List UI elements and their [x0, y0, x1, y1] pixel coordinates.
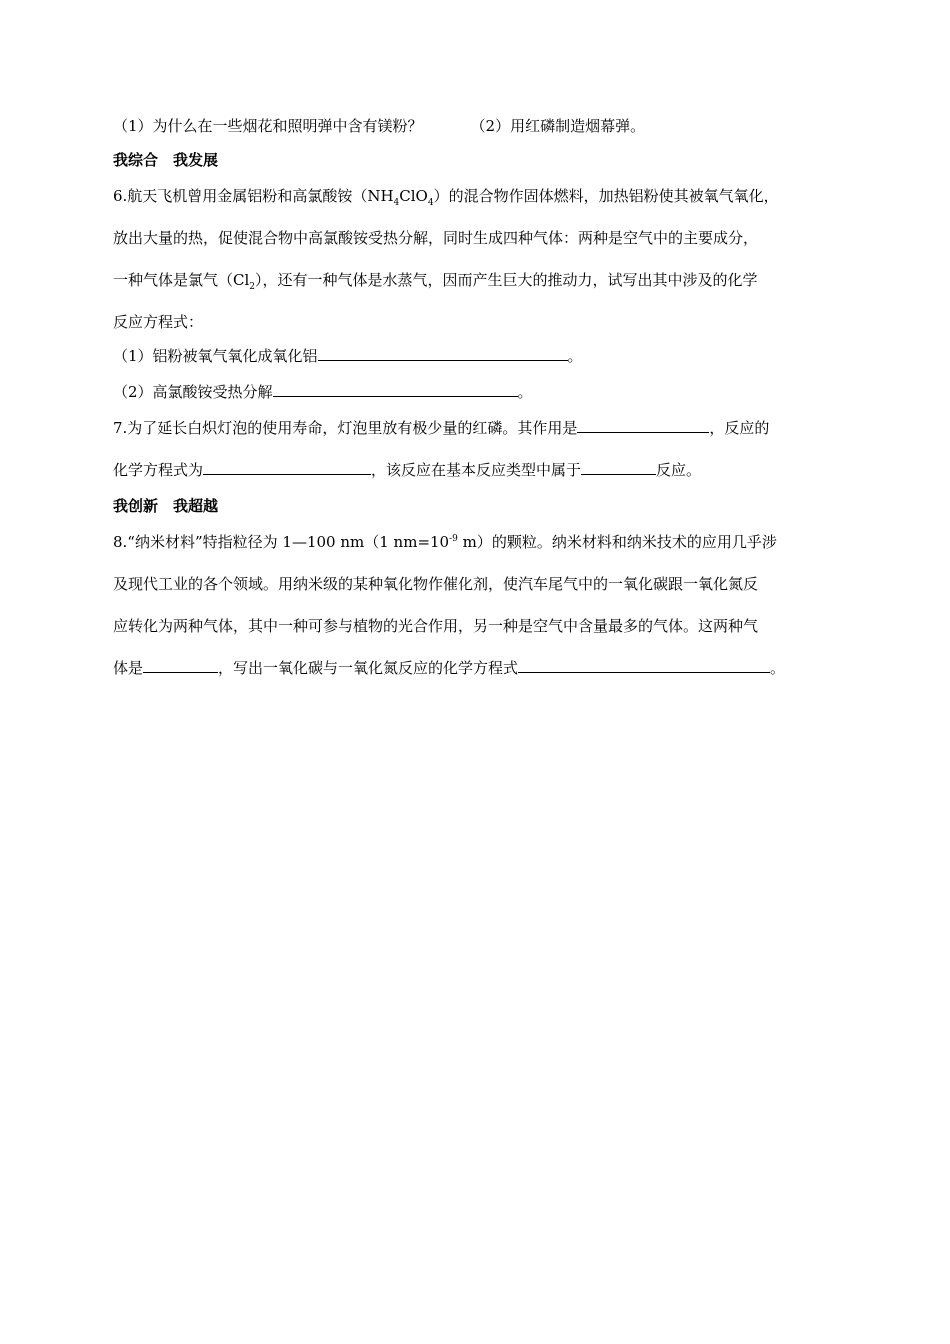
q6-line-3: 一种气体是氯气$(Cl_2)$，还有一种气体是水蒸气，因而产生巨大的推动力，试写出其中涉及的化学	[113, 271, 758, 292]
q5-parts-line	[113, 116, 645, 136]
q8-line-1: 8.“纳米材料”特指粒径为 1—100 nm（1 $nm=10^{-9}$ m）的颗粒。纳米材料和纳米技术的应用几乎涉	[113, 533, 777, 551]
section-heading-innovation: 我创新 我超越	[113, 497, 219, 515]
answer-blank-q7-function[interactable]	[577, 418, 709, 433]
q6-sub-1: （1）铝粉被氧气氧化成氧化铝 。	[113, 347, 583, 365]
q6-sub-2: （2）高氯酸铵受热分解 。	[113, 383, 533, 401]
section-heading-synthesis: 我综合 我发展	[113, 151, 219, 169]
q8-line-2: 及现代工业的各个领域。用纳米级的某种氧化物作催化剂，使汽车尾气中的一氧化碳跟一氧化氮反	[113, 575, 759, 593]
q6-line-4: 反应方程式：	[113, 313, 204, 331]
q5-part-2: （2）用红磷制造烟幕弹。	[470, 117, 646, 135]
answer-blank-q6-2[interactable]	[273, 382, 518, 397]
answer-blank-q8-gases[interactable]	[143, 658, 218, 673]
q6-line-1: 6.航天飞机曾用金属铝粉和高氯酸铵$(NH_4ClO_4)$的混合物作固体燃料，加热铝粉使其被氧气氧化，	[113, 187, 779, 208]
q7-line-1: 7.为了延长白炽灯泡的使用寿命，灯泡里放有极少量的红磷。其作用是 ，反应的	[113, 419, 770, 437]
answer-blank-q7-equation[interactable]	[203, 460, 371, 475]
answer-blank-q6-1[interactable]	[318, 346, 568, 361]
q6-line-2: 放出大量的热，促使混合物中高氯酸铵受热分解，同时生成四种气体：两种是空气中的主要成分，	[113, 229, 759, 247]
q5-part-1: （1）为什么在一些烟花和照明弹中含有镁粉？	[113, 117, 423, 135]
q8-line-4: 体是 ，写出一氧化碳与一氧化氮反应的化学方程式 。	[113, 659, 786, 677]
q7-line-2: 化学方程式为 ，该反应在基本反应类型中属于 反应。	[113, 461, 702, 479]
answer-blank-q8-equation[interactable]	[518, 658, 770, 673]
answer-blank-q7-type[interactable]	[581, 460, 656, 475]
q8-line-3: 应转化为两种气体，其中一种可参与植物的光合作用，另一种是空气中含量最多的气体。这两种气	[113, 617, 759, 635]
